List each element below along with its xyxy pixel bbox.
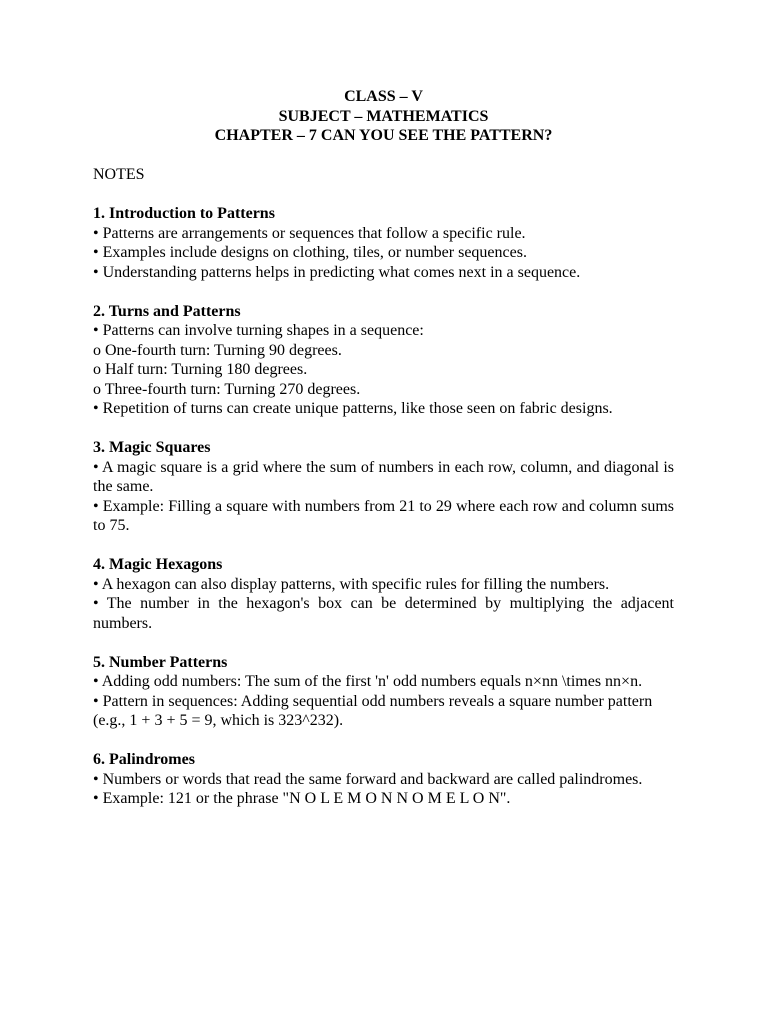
section-heading: 6. Palindromes <box>93 751 195 768</box>
bullet-line: • Examples include designs on clothing, tiles, or number sequences. <box>93 244 527 261</box>
document-header <box>93 87 674 146</box>
section-heading: 2. Turns and Patterns <box>93 302 241 320</box>
section-palindromes <box>93 750 674 809</box>
section-heading: 1. Introduction to Patterns <box>93 205 275 222</box>
sub-bullet-line: o Three-fourth turn: Turning 270 degrees. <box>93 380 361 398</box>
section-number-patterns <box>93 653 674 731</box>
bullet-line: • Patterns are arrangements or sequences that follow a specific rule. <box>93 224 526 242</box>
section-turns-and-patterns <box>93 302 674 419</box>
bullet-line: • Adding odd numbers: The sum of the first 'n' odd numbers equals n×nn \times nn×n. <box>93 673 643 690</box>
bullet-line: • Example: 121 or the phrase "N O L E M O N N O M E L O N". <box>93 790 511 807</box>
chapter-title: CHAPTER – 7 CAN YOU SEE THE PATTERN? <box>214 127 553 144</box>
section-magic-hexagons <box>93 555 674 633</box>
bullet-line: • Understanding patterns helps in predicting what comes next in a sequence. <box>93 263 581 281</box>
document-page <box>93 87 674 809</box>
section-heading: 3. Magic Squares <box>93 439 211 456</box>
bullet-line: • Example: Filling a square with numbers from 21 to 29 where each row and column sums to 75. <box>93 497 674 534</box>
section-heading: 4. Magic Hexagons <box>93 556 223 573</box>
subject-title: SUBJECT – MATHEMATICS <box>278 107 489 125</box>
section-heading: 5. Number Patterns <box>93 653 228 671</box>
bullet-line: • Pattern in sequences: Adding sequential odd numbers reveals a square number pattern <box>93 692 653 710</box>
example-line: (e.g., 1 + 3 + 5 = 9, which is 323^232). <box>93 712 344 729</box>
bullet-line: • A hexagon can also display patterns, with specific rules for filling the numbers. <box>93 575 610 593</box>
bullet-line: • A magic square is a grid where the sum of numbers in each row, column, and diagonal is the same. <box>93 458 674 495</box>
bullet-line: • The number in the hexagon's box can be determined by multiplying the adjacent numbers. <box>93 595 674 632</box>
bullet-line: • Patterns can involve turning shapes in a sequence: <box>93 322 424 339</box>
sub-bullet-line: o One-fourth turn: Turning 90 degrees. <box>93 341 342 359</box>
bullet-line: • Numbers or words that read the same forward and backward are called palindromes. <box>93 770 643 788</box>
sub-bullet-line: o Half turn: Turning 180 degrees. <box>93 361 308 378</box>
bullet-line: • Repetition of turns can create unique patterns, like those seen on fabric designs. <box>93 400 613 417</box>
notes-label: NOTES <box>93 166 145 183</box>
class-title: CLASS – V <box>344 88 423 105</box>
section-introduction-to-patterns <box>93 204 674 282</box>
section-magic-squares <box>93 438 674 536</box>
